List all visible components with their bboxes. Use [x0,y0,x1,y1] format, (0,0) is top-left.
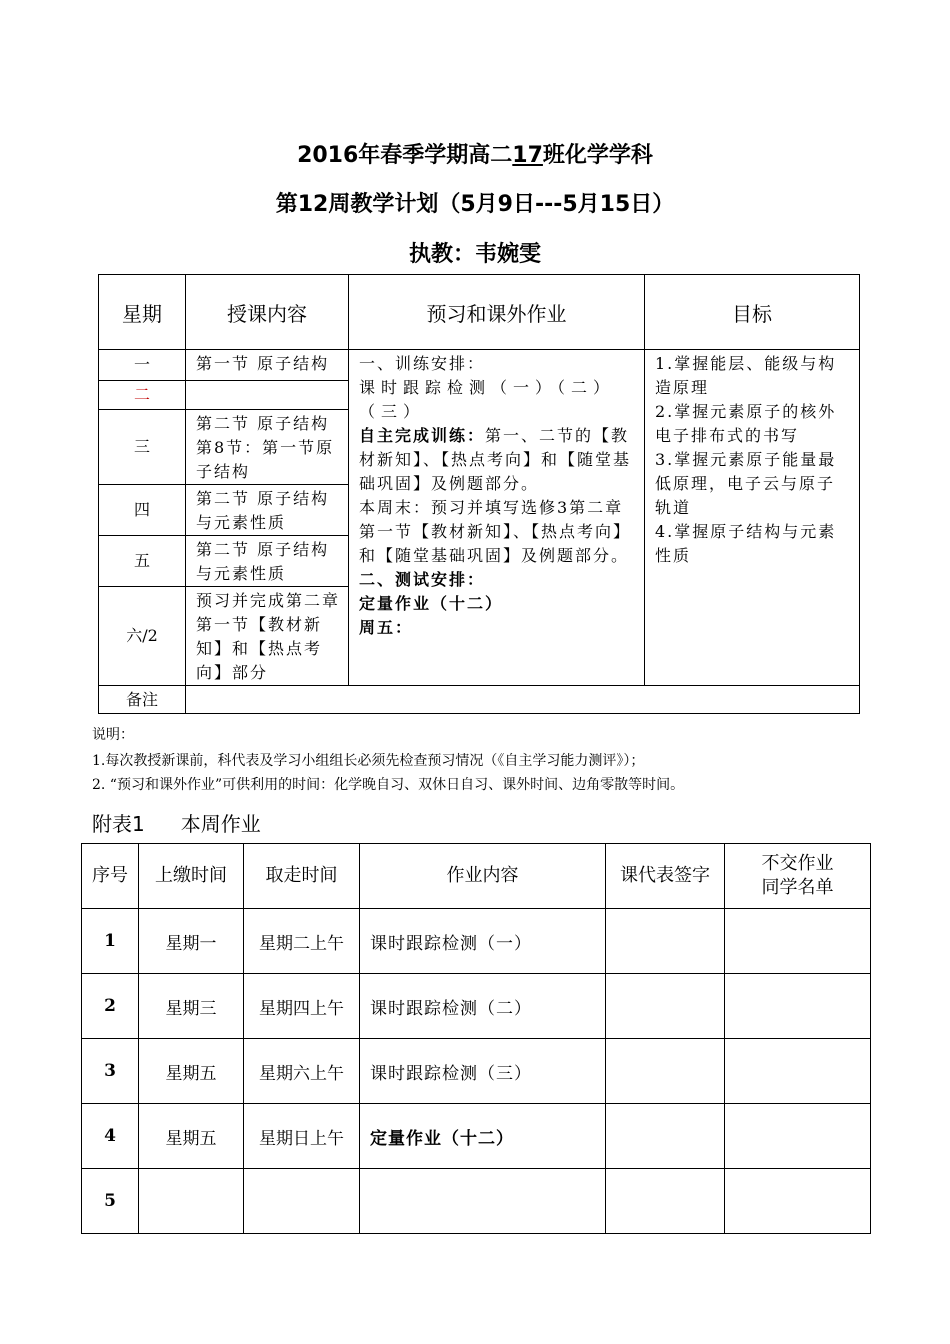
appendix-heading [92,808,261,837]
header-number: 序号 [82,844,139,909]
remark-cell [186,686,860,714]
header-rep-signature: 课代表签字 [606,844,725,909]
lesson-cell: 预习并完成第二章第一节【教材新知】和【热点考向】部分 [186,587,349,686]
header-lesson-content: 授课内容 [186,275,349,350]
submit-time: 星期五 [139,1104,244,1169]
lesson-cell: 第一节 原子结构 [186,350,349,381]
missing-list-cell [725,1104,871,1169]
homework-line: 一、训练安排： [359,354,486,373]
signature-cell [606,1169,725,1234]
day-cell: 六/2 [99,587,186,686]
appendix-title: 本周作业 [180,812,261,836]
table-row [82,974,871,1039]
homework-content [360,1169,606,1234]
lesson-cell: 第二节 原子结构与元素性质 [186,485,349,536]
homework-content: 课时跟踪检测（三） [360,1039,606,1104]
submit-time: 星期三 [139,974,244,1039]
row-number: 5 [82,1169,139,1234]
header-missing-list: 不交作业 同学名单 [725,844,871,909]
homework-line: 自主完成训练：第一、二节的【教材新知】、【热点考向】和【随堂基础巩固】及例题部分。 [359,426,632,493]
missing-list-cell [725,1169,871,1234]
table-row [82,1039,871,1104]
lesson-cell: 第二节 原子结构与元素性质 [186,536,349,587]
note-line: 2. “预习和课外作业”可供利用的时间：化学晚自习、双休日自习、课外时间、边角零散等时间。 [92,777,685,793]
goal-item: 1.掌握能层、能级与构造原理 [655,354,837,397]
header-goals: 目标 [645,275,860,350]
homework-line: 二、测试安排： [359,570,486,589]
missing-list-cell [725,1039,871,1104]
signature-cell [606,1039,725,1104]
submit-time: 星期五 [139,1039,244,1104]
table-row [82,909,871,974]
homework-content: 课时跟踪检测（一） [360,909,606,974]
homework-line: 本周末：预习并填写选修3第二章第一节【教材新知】、【热点考向】和【随堂基础巩固】及例题部分。 [359,498,632,565]
header-weekday: 星期 [99,275,186,350]
day-cell: 五 [99,536,186,587]
goal-item: 4.掌握原子结构与元素性质 [655,522,837,565]
homework-line: 周五： [359,618,414,637]
weekly-plan-table [98,274,860,714]
row-number: 4 [82,1104,139,1169]
take-time: 星期日上午 [244,1104,360,1169]
take-time [244,1169,360,1234]
missing-list-cell [725,974,871,1039]
homework-content: 定量作业（十二） [360,1104,606,1169]
table-row [82,1169,871,1234]
submit-time [139,1169,244,1234]
header-submit-time: 上缴时间 [139,844,244,909]
goals-cell [645,350,860,686]
take-time: 星期二上午 [244,909,360,974]
signature-cell [606,974,725,1039]
day-cell: 一 [99,350,186,381]
row-number: 3 [82,1039,139,1104]
day-cell: 二 [99,381,186,410]
goal-item: 3.掌握元素原子能量最低原理，电子云与原子轨道 [655,450,837,517]
appendix-label: 附表1 [92,812,145,836]
take-time: 星期四上午 [244,974,360,1039]
header-homework-content: 作业内容 [360,844,606,909]
homework-line: 定量作业（十二） [359,594,504,613]
row-number: 2 [82,974,139,1039]
page-subtitle: 第12周教学计划（5月9日---5月15日） [275,192,675,217]
signature-cell [606,909,725,974]
note-line: 1.每次教授新课前，科代表及学习小组组长必须先检查预习情况（《自主学习能力测评》）； [92,753,645,769]
row-number: 1 [82,909,139,974]
signature-cell [606,1104,725,1169]
header-take-time: 取走时间 [244,844,360,909]
submit-time: 星期一 [139,909,244,974]
day-cell: 三 [99,410,186,485]
homework-table [81,843,871,1234]
homework-content: 课时跟踪检测（二） [360,974,606,1039]
take-time: 星期六上午 [244,1039,360,1104]
page-title: 2016年春季学期高二17班化学学科 [297,143,653,168]
lesson-cell: 第二节 原子结构 第8节：第一节原子结构 [186,410,349,485]
day-cell: 四 [99,485,186,536]
missing-list-cell [725,909,871,974]
homework-cell [349,350,645,686]
lesson-cell [186,381,349,410]
homework-line: 课时跟踪检测（一）（二）（三） [359,378,616,421]
remark-label: 备注 [99,686,186,714]
header-homework: 预习和课外作业 [349,275,645,350]
goal-item: 2.掌握元素原子的核外电子排布式的书写 [655,402,837,445]
table-row [82,1104,871,1169]
notes-heading: 说明： [92,727,134,743]
teacher-name: 执教：韦婉雯 [408,242,541,267]
